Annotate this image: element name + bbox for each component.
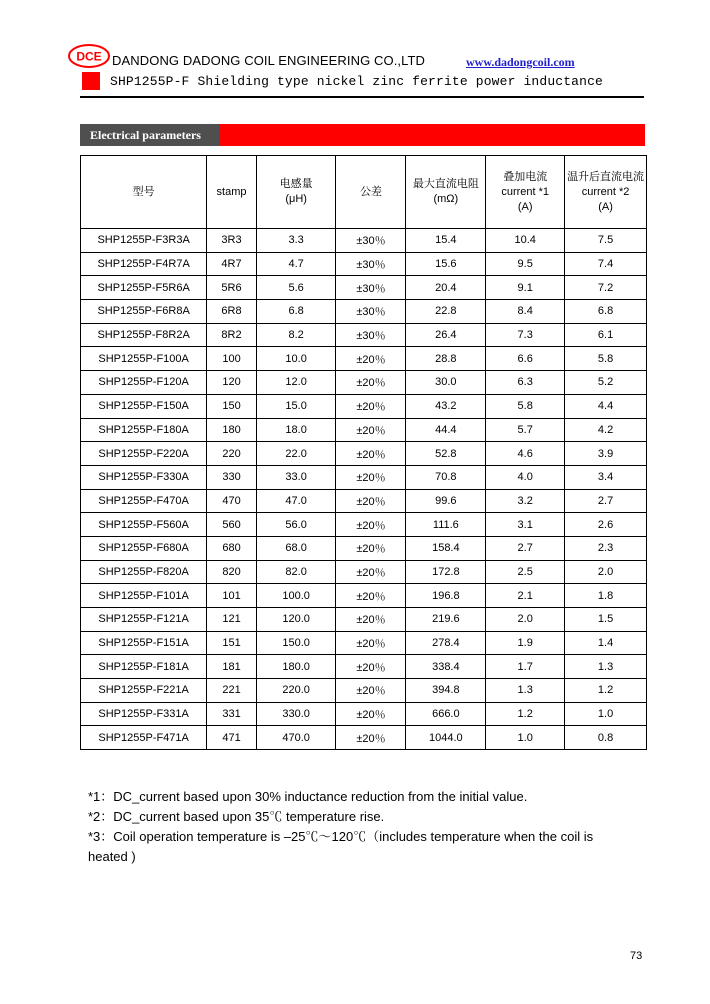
current2-cell: 6.1	[565, 323, 647, 347]
table-row	[81, 536, 647, 560]
stamp-cell: 180	[207, 418, 257, 442]
current2-cell: 3.9	[565, 442, 647, 466]
inductance-cell: 22.0	[256, 442, 336, 466]
stamp-cell: 220	[207, 442, 257, 466]
header-current2-en: current *2	[581, 185, 630, 198]
current1-cell: 8.4	[486, 300, 565, 324]
current1-cell: 2.7	[486, 536, 565, 560]
inductance-cell: 15.0	[256, 394, 336, 418]
table-row	[81, 300, 647, 324]
model-cell: SHP1255P-F6R8A	[81, 300, 207, 324]
dcr-cell: 70.8	[406, 465, 486, 489]
stamp-cell: 331	[207, 702, 257, 726]
company-logo	[68, 44, 110, 68]
inductance-cell: 6.8	[256, 300, 336, 324]
table-row	[81, 584, 647, 608]
stamp-cell: 100	[207, 347, 257, 371]
dcr-cell: 338.4	[406, 655, 486, 679]
header-current2	[565, 156, 647, 229]
inductance-cell: 12.0	[256, 371, 336, 395]
model-cell: SHP1255P-F471A	[81, 726, 207, 750]
tolerance-cell: ±20％	[336, 560, 406, 584]
stamp-cell: 181	[207, 655, 257, 679]
tolerance-cell: ±30％	[336, 229, 406, 253]
current2-cell: 7.2	[565, 276, 647, 300]
current2-cell: 2.7	[565, 489, 647, 513]
model-cell: SHP1255P-F221A	[81, 679, 207, 703]
stamp-cell: 470	[207, 489, 257, 513]
dcr-cell: 111.6	[406, 513, 486, 537]
dcr-cell: 196.8	[406, 584, 486, 608]
current1-cell: 1.9	[486, 631, 565, 655]
inductance-cell: 150.0	[256, 631, 336, 655]
header-model-label: 型号	[132, 185, 155, 198]
header-current1-label: 叠加电流	[503, 170, 548, 183]
current1-cell: 9.5	[486, 252, 565, 276]
inductance-cell: 33.0	[256, 465, 336, 489]
dcr-cell: 30.0	[406, 371, 486, 395]
model-cell: SHP1255P-F181A	[81, 655, 207, 679]
header-inductance-label: 电感量	[279, 178, 313, 190]
stamp-cell: 151	[207, 631, 257, 655]
current2-cell: 7.5	[565, 229, 647, 253]
table-body	[81, 229, 647, 750]
inductance-cell: 120.0	[256, 608, 336, 632]
model-cell: SHP1255P-F151A	[81, 631, 207, 655]
inductance-cell: 330.0	[256, 702, 336, 726]
model-cell: SHP1255P-F100A	[81, 347, 207, 371]
header-tolerance	[336, 156, 406, 229]
current1-cell: 6.3	[486, 371, 565, 395]
company-name: DANDONG DADONG COIL ENGINEERING CO.,LTD	[112, 53, 426, 68]
model-cell: SHP1255P-F8R2A	[81, 323, 207, 347]
dcr-cell: 99.6	[406, 489, 486, 513]
current2-cell: 1.5	[565, 608, 647, 632]
header-inductance-unit: (μH)	[285, 193, 307, 205]
model-cell: SHP1255P-F560A	[81, 513, 207, 537]
table-row	[81, 655, 647, 679]
tolerance-cell: ±30％	[336, 323, 406, 347]
table-row	[81, 465, 647, 489]
table-row	[81, 560, 647, 584]
current2-cell: 6.8	[565, 300, 647, 324]
model-cell: SHP1255P-F470A	[81, 489, 207, 513]
stamp-cell: 4R7	[207, 252, 257, 276]
current1-cell: 7.3	[486, 323, 565, 347]
table-row	[81, 371, 647, 395]
inductance-cell: 220.0	[256, 679, 336, 703]
model-cell: SHP1255P-F331A	[81, 702, 207, 726]
current1-cell: 6.6	[486, 347, 565, 371]
inductance-cell: 18.0	[256, 418, 336, 442]
table-row	[81, 513, 647, 537]
inductance-cell: 180.0	[256, 655, 336, 679]
current1-cell: 1.3	[486, 679, 565, 703]
dcr-cell: 278.4	[406, 631, 486, 655]
dcr-cell: 172.8	[406, 560, 486, 584]
table-row	[81, 418, 647, 442]
current2-cell: 5.2	[565, 371, 647, 395]
model-cell: SHP1255P-F101A	[81, 584, 207, 608]
tolerance-cell: ±20％	[336, 702, 406, 726]
table-row	[81, 347, 647, 371]
tolerance-cell: ±30％	[336, 300, 406, 324]
stamp-cell: 150	[207, 394, 257, 418]
inductance-cell: 82.0	[256, 560, 336, 584]
tolerance-cell: ±30％	[336, 276, 406, 300]
stamp-cell: 101	[207, 584, 257, 608]
header-dcr	[406, 156, 486, 229]
model-cell: SHP1255P-F220A	[81, 442, 207, 466]
stamp-cell: 330	[207, 465, 257, 489]
model-cell: SHP1255P-F330A	[81, 465, 207, 489]
current1-cell: 3.2	[486, 489, 565, 513]
header-current1-en: current *1	[501, 185, 550, 198]
inductance-cell: 5.6	[256, 276, 336, 300]
dcr-cell: 28.8	[406, 347, 486, 371]
header-inductance	[256, 156, 336, 229]
inductance-cell: 56.0	[256, 513, 336, 537]
stamp-cell: 6R8	[207, 300, 257, 324]
current2-cell: 1.4	[565, 631, 647, 655]
header-dcr-label: 最大直流电阻	[412, 178, 479, 190]
inductance-cell: 68.0	[256, 536, 336, 560]
header-dcr-unit: (mΩ)	[433, 193, 459, 205]
table-row	[81, 229, 647, 253]
table-row	[81, 489, 647, 513]
tolerance-cell: ±20％	[336, 418, 406, 442]
current2-cell: 7.4	[565, 252, 647, 276]
model-cell: SHP1255P-F5R6A	[81, 276, 207, 300]
current1-cell: 1.7	[486, 655, 565, 679]
current1-cell: 2.1	[486, 584, 565, 608]
current2-cell: 5.8	[565, 347, 647, 371]
header-current1	[486, 156, 565, 229]
tolerance-cell: ±20％	[336, 726, 406, 750]
header-current2-unit: (A)	[598, 200, 613, 213]
model-cell: SHP1255P-F150A	[81, 394, 207, 418]
stamp-cell: 8R2	[207, 323, 257, 347]
dcr-cell: 15.4	[406, 229, 486, 253]
table-row	[81, 726, 647, 750]
tolerance-cell: ±20％	[336, 608, 406, 632]
svg-text:DCE: DCE	[76, 49, 102, 64]
model-cell: SHP1255P-F120A	[81, 371, 207, 395]
tolerance-cell: ±20％	[336, 584, 406, 608]
header-stamp	[207, 156, 257, 229]
tolerance-cell: ±20％	[336, 489, 406, 513]
current1-cell: 1.2	[486, 702, 565, 726]
current2-cell: 1.2	[565, 679, 647, 703]
header-current1-unit: (A)	[517, 200, 533, 213]
footnotes	[88, 787, 618, 867]
dcr-cell: 22.8	[406, 300, 486, 324]
inductance-cell: 3.3	[256, 229, 336, 253]
current1-cell: 4.6	[486, 442, 565, 466]
current1-cell: 9.1	[486, 276, 565, 300]
header-divider	[80, 96, 644, 98]
current1-cell: 4.0	[486, 465, 565, 489]
tolerance-cell: ±20％	[336, 536, 406, 560]
tolerance-cell: ±20％	[336, 442, 406, 466]
tolerance-cell: ±20％	[336, 347, 406, 371]
model-cell: SHP1255P-F4R7A	[81, 252, 207, 276]
dcr-cell: 44.4	[406, 418, 486, 442]
stamp-cell: 121	[207, 608, 257, 632]
inductance-cell: 47.0	[256, 489, 336, 513]
table-row	[81, 323, 647, 347]
stamp-cell: 221	[207, 679, 257, 703]
current2-cell: 2.0	[565, 560, 647, 584]
model-cell: SHP1255P-F3R3A	[81, 229, 207, 253]
dcr-cell: 219.6	[406, 608, 486, 632]
dcr-cell: 43.2	[406, 394, 486, 418]
dcr-cell: 158.4	[406, 536, 486, 560]
section-title: Electrical parameters	[80, 124, 220, 146]
dcr-cell: 20.4	[406, 276, 486, 300]
current2-cell: 4.2	[565, 418, 647, 442]
tolerance-cell: ±20％	[336, 371, 406, 395]
tolerance-cell: ±30％	[336, 252, 406, 276]
current2-cell: 1.0	[565, 702, 647, 726]
inductance-cell: 470.0	[256, 726, 336, 750]
header-tolerance-label: 公差	[359, 185, 382, 198]
current2-cell: 1.3	[565, 655, 647, 679]
dcr-cell: 26.4	[406, 323, 486, 347]
model-cell: SHP1255P-F180A	[81, 418, 207, 442]
current1-cell: 3.1	[486, 513, 565, 537]
header-stamp-label: stamp	[216, 185, 247, 198]
table-row	[81, 679, 647, 703]
electrical-parameters-table	[80, 155, 647, 750]
dcr-cell: 15.6	[406, 252, 486, 276]
current1-cell: 1.0	[486, 726, 565, 750]
current1-cell: 10.4	[486, 229, 565, 253]
current2-cell: 2.3	[565, 536, 647, 560]
table-row	[81, 276, 647, 300]
table-row	[81, 702, 647, 726]
footnote-1: *1：DC_current based upon 30% inductance reduction from the initial value.	[88, 789, 528, 804]
current1-cell: 2.0	[486, 608, 565, 632]
inductance-cell: 10.0	[256, 347, 336, 371]
current2-cell: 1.8	[565, 584, 647, 608]
table-row	[81, 608, 647, 632]
stamp-cell: 680	[207, 536, 257, 560]
stamp-cell: 5R6	[207, 276, 257, 300]
current1-cell: 2.5	[486, 560, 565, 584]
tolerance-cell: ±20％	[336, 655, 406, 679]
tolerance-cell: ±20％	[336, 465, 406, 489]
table-row	[81, 631, 647, 655]
header-current2-label: 温升后直流电流	[567, 170, 645, 183]
stamp-cell: 820	[207, 560, 257, 584]
website-link[interactable]: www.dadongcoil.com	[466, 55, 575, 69]
inductance-cell: 100.0	[256, 584, 336, 608]
red-marker-square	[82, 72, 100, 90]
dcr-cell: 1044.0	[406, 726, 486, 750]
inductance-cell: 4.7	[256, 252, 336, 276]
inductance-cell: 8.2	[256, 323, 336, 347]
product-line-title: SHP1255P-F Shielding type nickel zinc ferrite power inductance	[110, 74, 603, 89]
table-row	[81, 252, 647, 276]
dcr-cell: 394.8	[406, 679, 486, 703]
model-cell: SHP1255P-F680A	[81, 536, 207, 560]
table-row	[81, 442, 647, 466]
stamp-cell: 120	[207, 371, 257, 395]
model-cell: SHP1255P-F121A	[81, 608, 207, 632]
footnote-2: *2：DC_current based upon 35℃ temperature rise.	[88, 809, 385, 824]
tolerance-cell: ±20％	[336, 394, 406, 418]
current1-cell: 5.7	[486, 418, 565, 442]
dcr-cell: 52.8	[406, 442, 486, 466]
tolerance-cell: ±20％	[336, 631, 406, 655]
header-model	[81, 156, 207, 229]
section-title-bar	[80, 124, 645, 146]
tolerance-cell: ±20％	[336, 679, 406, 703]
tolerance-cell: ±20％	[336, 513, 406, 537]
model-cell: SHP1255P-F820A	[81, 560, 207, 584]
current2-cell: 2.6	[565, 513, 647, 537]
current2-cell: 4.4	[565, 394, 647, 418]
current2-cell: 3.4	[565, 465, 647, 489]
table-header-row	[81, 156, 647, 229]
page-number: 73	[630, 950, 643, 962]
current1-cell: 5.8	[486, 394, 565, 418]
stamp-cell: 560	[207, 513, 257, 537]
stamp-cell: 471	[207, 726, 257, 750]
dcr-cell: 666.0	[406, 702, 486, 726]
footnote-3: *3：Coil operation temperature is –25℃～120℃（includes temperature when the coil is heated )	[88, 829, 594, 864]
current2-cell: 0.8	[565, 726, 647, 750]
table-row	[81, 394, 647, 418]
stamp-cell: 3R3	[207, 229, 257, 253]
